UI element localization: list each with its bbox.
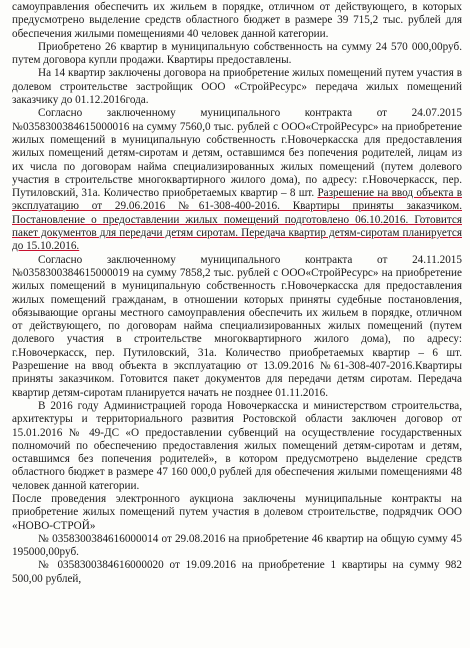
paragraph-contract-1-apartment: № 0358300384616000020 от 19.09.2016 на приобретение 1 квартиры на сумму 982 500,00 рублей, xyxy=(12,559,462,585)
paragraph-contract-46-apartments: № 0358300384616000014 от 29.08.2016 на приобретение 46 квартир на общую сумму 45 195000,00руб. xyxy=(12,532,462,559)
paragraph-agreement-2016: В 2016 году Администрацией города Новочеркасска и министерством строительства, архитектуры и территориального развития Ростовской области заключен договор от 15.01.2016 № 49-ДС «О предоставлении субвенций на осуществление государственных полномочий по обеспечению предоставления жилых помещений детям-сиротам и детям, оставшимся без попечения родителей», в котором предусмотрено выделение средств областного бюджет в размере 47 160 000,0 рублей для обеспечения жилыми помещениями 48 человек данной категории. xyxy=(12,399,462,492)
highlighted-status-text: Разрешение на ввод объекта в эксплуатацию от 29.06.2016 №61-308-400-2016. Квартиры приняты заказчиком. Постановление о предоставлении жилых помещений подготовлено 06.10.2016. Готовится пакет документов для передачи детям сиротам. Передача квартир детям-сиротам планируется до 15.10.2016. xyxy=(12,187,462,253)
paragraph-contract-2015-07 xyxy=(12,107,462,253)
paragraph-contract-2015-11: Согласно заключенному муниципального контракта от 24.11.2015 №0358300384615000019 на сумму 7858,2 тыс. рублей с ООО«СтройРесурс» на приобретение жилых помещений в муниципальную собственность г.Новочеркасска для предоставления жилых помещений гражданам, в отношении которых приняты судебные постановления, обязывающие органы местного самоуправления обеспечить их жильем в порядке, отличном от действующего, по договорам найма специализированных жилых помещений (путем долевого участия в строительстве многоквартирного жилого дома), по адресу: г.Новочеркасск, пер. Путиловский, 31а. Количество приобретаемых квартир – 6 шт. Разрешение на ввод объекта в эксплуатацию от 13.09.2016 №61-308-407-2016.Квартиры приняты заказчиком. Готовится пакет документов для передачи детям сиротам. Передача квартир детям-сиротам планируется начать не позднее 01.11.2016. xyxy=(12,253,462,399)
paragraph-budget-allocation: самоуправления обеспечить их жильем в порядке, отличном от действующего, в которых предусмотрено выделение средств областного бюджет в размере 39 715,2 тыс. рублей для обеспечения жилыми помещениями 40 человек данной категории. xyxy=(12,1,462,40)
paragraph-purchased-apartments: Приобретено 26 квартир в муниципальную собственность на сумму 24 570 000,00руб. путем договора купли продажи. Квартиры предоставлены. xyxy=(12,40,462,67)
paragraph-shared-construction: На 14 квартир заключены договора на приобретение жилых помещений путем участия в долевом строительстве застройщик ООО «СтройРесурс» передача жилых помещений заказчику до 01.12.2016года. xyxy=(12,67,462,107)
paragraph-auction-contracts: После проведения электронного аукциона заключены муниципальные контракты на приобретение жилых помещений путем участия в долевом строительстве, подрядчик ООО «НОВО-СТРОЙ» xyxy=(12,492,462,532)
contract-2015-07-text: Согласно заключенному муниципального контракта от 24.07.2015 №0358300384615000016 на сумму 7560,0 тыс. рублей с ООО«СтройРесурс» на приобретение жилых помещений в муниципальную собственность г.Новочеркасска для предоставления жилых помещений детям-сиротам и детям, оставшимся без попечения родителей, лицам из их числа по договорам найма специализированных жилых помещений (путем долевого участия в строительстве многоквартирного жилого дома), по адресу: г.Новочеркасск, пер. Путиловский, 31а. Количество приобретаемых квартир – 8 шт. xyxy=(12,107,462,200)
